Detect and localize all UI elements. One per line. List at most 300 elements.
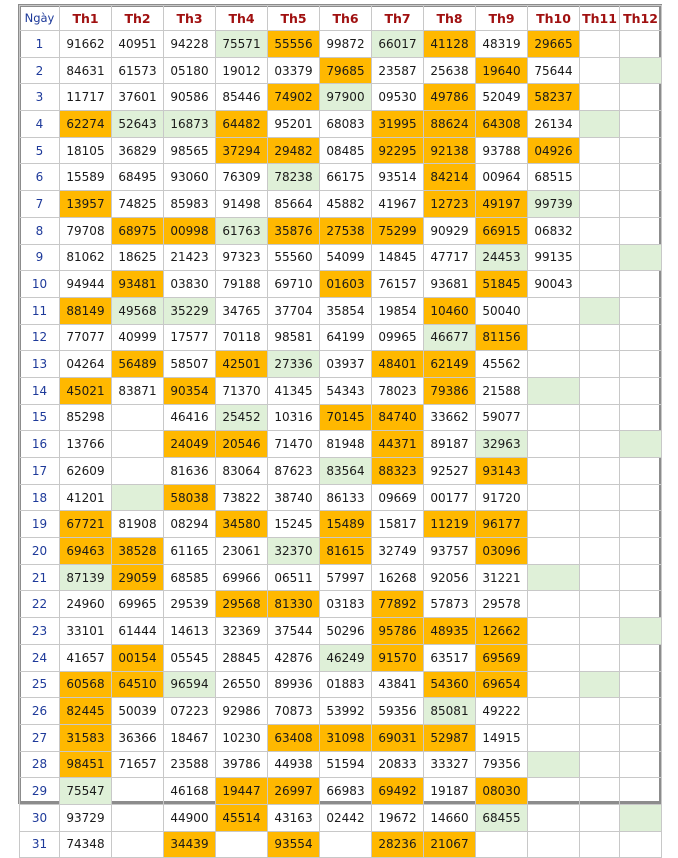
month-column-header: Th8 [424, 6, 476, 31]
result-cell: 49568 [112, 297, 164, 324]
result-cell: 29578 [476, 591, 528, 618]
result-cell [580, 698, 620, 725]
month-column-header: Th1 [60, 6, 112, 31]
result-cell [580, 591, 620, 618]
result-cell: 94944 [60, 271, 112, 298]
result-cell [580, 297, 620, 324]
result-cell: 93681 [424, 271, 476, 298]
result-cell [580, 217, 620, 244]
result-cell: 70873 [268, 698, 320, 725]
result-cell: 51594 [320, 751, 372, 778]
result-cell: 40999 [112, 324, 164, 351]
result-cell: 13957 [60, 191, 112, 218]
result-cell: 28845 [216, 644, 268, 671]
result-cell [620, 297, 662, 324]
result-cell [528, 591, 580, 618]
table-row [20, 271, 662, 298]
result-cell [620, 137, 662, 164]
day-number-cell: 4 [20, 111, 60, 138]
result-cell [528, 484, 580, 511]
result-cell [620, 271, 662, 298]
month-column-header: Th10 [528, 6, 580, 31]
result-cell [528, 778, 580, 805]
result-cell [528, 724, 580, 751]
result-cell: 40951 [112, 31, 164, 58]
result-cell: 52049 [476, 84, 528, 111]
result-cell: 58237 [528, 84, 580, 111]
result-cell: 57997 [320, 564, 372, 591]
result-cell: 09669 [372, 484, 424, 511]
result-cell: 43163 [268, 804, 320, 831]
result-cell [528, 404, 580, 431]
result-cell [580, 671, 620, 698]
result-cell: 14660 [424, 804, 476, 831]
result-cell: 16268 [372, 564, 424, 591]
result-cell: 81636 [164, 458, 216, 485]
result-cell: 93060 [164, 164, 216, 191]
result-cell: 81948 [320, 431, 372, 458]
result-cell: 12723 [424, 191, 476, 218]
table-row [20, 84, 662, 111]
result-cell: 44371 [372, 431, 424, 458]
result-cell [620, 831, 662, 858]
day-number-cell: 31 [20, 831, 60, 858]
result-cell: 89187 [424, 431, 476, 458]
month-column-header: Th6 [320, 6, 372, 31]
result-cell: 97323 [216, 244, 268, 271]
result-cell: 63408 [268, 724, 320, 751]
result-cell: 92986 [216, 698, 268, 725]
table-row [20, 137, 662, 164]
day-number-cell: 10 [20, 271, 60, 298]
result-cell: 29568 [216, 591, 268, 618]
table-row [20, 324, 662, 351]
result-cell: 23588 [164, 751, 216, 778]
result-cell: 68515 [528, 164, 580, 191]
result-cell [580, 404, 620, 431]
result-cell: 75644 [528, 57, 580, 84]
result-cell: 90586 [164, 84, 216, 111]
result-cell: 33327 [424, 751, 476, 778]
result-cell: 01883 [320, 671, 372, 698]
result-cell: 54343 [320, 377, 372, 404]
table-row [20, 564, 662, 591]
result-cell: 43841 [372, 671, 424, 698]
result-cell: 41967 [372, 191, 424, 218]
result-cell [580, 618, 620, 645]
day-number-cell: 12 [20, 324, 60, 351]
result-cell [620, 591, 662, 618]
table-row [20, 191, 662, 218]
result-cell: 95201 [268, 111, 320, 138]
result-cell: 00998 [164, 217, 216, 244]
result-cell: 49222 [476, 698, 528, 725]
result-cell: 68495 [112, 164, 164, 191]
result-cell [580, 644, 620, 671]
result-cell [476, 831, 528, 858]
day-number-cell: 6 [20, 164, 60, 191]
result-cell: 71470 [268, 431, 320, 458]
table-row [20, 538, 662, 565]
result-cell: 41128 [424, 31, 476, 58]
result-cell: 69031 [372, 724, 424, 751]
result-cell: 16873 [164, 111, 216, 138]
table-body [20, 31, 662, 858]
result-cell: 90354 [164, 377, 216, 404]
result-cell [528, 297, 580, 324]
day-number-cell: 5 [20, 137, 60, 164]
result-cell [620, 458, 662, 485]
result-cell [528, 804, 580, 831]
result-cell: 19672 [372, 804, 424, 831]
result-cell: 79356 [476, 751, 528, 778]
day-number-cell: 2 [20, 57, 60, 84]
result-cell: 68455 [476, 804, 528, 831]
result-cell: 98581 [268, 324, 320, 351]
result-cell: 70145 [320, 404, 372, 431]
result-cell: 19012 [216, 57, 268, 84]
result-cell: 97900 [320, 84, 372, 111]
result-cell: 02442 [320, 804, 372, 831]
result-cell: 19447 [216, 778, 268, 805]
result-cell: 88149 [60, 297, 112, 324]
result-cell: 79685 [320, 57, 372, 84]
result-cell: 83564 [320, 458, 372, 485]
day-number-cell: 15 [20, 404, 60, 431]
result-cell: 10460 [424, 297, 476, 324]
result-cell: 04926 [528, 137, 580, 164]
result-cell [620, 57, 662, 84]
result-cell: 75547 [60, 778, 112, 805]
result-cell: 35876 [268, 217, 320, 244]
day-number-cell: 1 [20, 31, 60, 58]
result-cell: 81908 [112, 511, 164, 538]
result-cell: 03183 [320, 591, 372, 618]
table-row [20, 511, 662, 538]
result-cell: 33101 [60, 618, 112, 645]
result-cell [112, 431, 164, 458]
result-cell [580, 431, 620, 458]
result-cell: 48935 [424, 618, 476, 645]
result-cell: 93481 [112, 271, 164, 298]
result-cell: 81062 [60, 244, 112, 271]
result-cell [580, 724, 620, 751]
result-cell: 45882 [320, 191, 372, 218]
result-cell: 20546 [216, 431, 268, 458]
result-cell: 27336 [268, 351, 320, 378]
result-cell [580, 57, 620, 84]
result-cell [620, 751, 662, 778]
result-cell: 79708 [60, 217, 112, 244]
result-cell: 84631 [60, 57, 112, 84]
result-cell: 38528 [112, 538, 164, 565]
result-cell [580, 244, 620, 271]
result-cell: 91720 [476, 484, 528, 511]
result-cell: 67721 [60, 511, 112, 538]
result-cell: 85983 [164, 191, 216, 218]
result-cell: 68083 [320, 111, 372, 138]
table-row [20, 724, 662, 751]
result-cell [620, 191, 662, 218]
day-number-cell: 18 [20, 484, 60, 511]
day-number-cell: 23 [20, 618, 60, 645]
day-number-cell: 7 [20, 191, 60, 218]
result-cell [112, 831, 164, 858]
result-cell: 84214 [424, 164, 476, 191]
result-cell [580, 484, 620, 511]
table-row [20, 484, 662, 511]
result-cell: 51845 [476, 271, 528, 298]
result-cell: 49197 [476, 191, 528, 218]
result-cell: 04264 [60, 351, 112, 378]
result-cell: 53992 [320, 698, 372, 725]
result-cell: 85081 [424, 698, 476, 725]
result-cell: 05180 [164, 57, 216, 84]
day-number-cell: 22 [20, 591, 60, 618]
result-cell: 36829 [112, 137, 164, 164]
result-cell: 45514 [216, 804, 268, 831]
table-row [20, 111, 662, 138]
table-row [20, 217, 662, 244]
result-cell: 70118 [216, 324, 268, 351]
result-cell: 05545 [164, 644, 216, 671]
day-column-header: Ngày [20, 6, 60, 31]
result-cell: 95786 [372, 618, 424, 645]
table-row [20, 404, 662, 431]
result-cell: 69710 [268, 271, 320, 298]
result-cell [580, 458, 620, 485]
table-row [20, 351, 662, 378]
table-row [20, 591, 662, 618]
result-cell: 03379 [268, 57, 320, 84]
result-cell [528, 751, 580, 778]
result-cell [620, 724, 662, 751]
result-cell: 66017 [372, 31, 424, 58]
day-number-cell: 11 [20, 297, 60, 324]
result-cell: 18467 [164, 724, 216, 751]
result-cell [528, 538, 580, 565]
result-cell: 92527 [424, 458, 476, 485]
result-cell [528, 644, 580, 671]
result-cell [528, 564, 580, 591]
result-cell: 17577 [164, 324, 216, 351]
result-cell [620, 804, 662, 831]
result-cell [620, 404, 662, 431]
month-column-header: Th5 [268, 6, 320, 31]
day-number-cell: 26 [20, 698, 60, 725]
result-cell: 24453 [476, 244, 528, 271]
table-row [20, 431, 662, 458]
result-cell: 46677 [424, 324, 476, 351]
result-cell: 21423 [164, 244, 216, 271]
result-cell: 15589 [60, 164, 112, 191]
day-number-cell: 21 [20, 564, 60, 591]
result-cell: 26134 [528, 111, 580, 138]
result-cell: 59356 [372, 698, 424, 725]
result-cell: 39786 [216, 751, 268, 778]
result-cell [580, 751, 620, 778]
result-cell: 98451 [60, 751, 112, 778]
result-cell: 50039 [112, 698, 164, 725]
result-cell: 90929 [424, 217, 476, 244]
result-cell [580, 271, 620, 298]
result-cell: 08485 [320, 137, 372, 164]
result-cell: 33662 [424, 404, 476, 431]
result-cell: 61763 [216, 217, 268, 244]
result-cell: 69965 [112, 591, 164, 618]
result-cell: 27538 [320, 217, 372, 244]
result-cell: 50040 [476, 297, 528, 324]
day-number-cell: 24 [20, 644, 60, 671]
day-number-cell: 16 [20, 431, 60, 458]
day-number-cell: 14 [20, 377, 60, 404]
result-cell: 19854 [372, 297, 424, 324]
table-row [20, 778, 662, 805]
result-cell: 74902 [268, 84, 320, 111]
day-number-cell: 25 [20, 671, 60, 698]
result-cell [620, 84, 662, 111]
result-cell: 54099 [320, 244, 372, 271]
result-cell: 57873 [424, 591, 476, 618]
result-cell: 25452 [216, 404, 268, 431]
result-cell: 85446 [216, 84, 268, 111]
table-row [20, 377, 662, 404]
result-cell: 15489 [320, 511, 372, 538]
result-cell: 48401 [372, 351, 424, 378]
table-row [20, 671, 662, 698]
result-cell: 76309 [216, 164, 268, 191]
result-cell: 78023 [372, 377, 424, 404]
result-cell: 19187 [424, 778, 476, 805]
result-cell: 69966 [216, 564, 268, 591]
result-cell: 12662 [476, 618, 528, 645]
result-cell: 41201 [60, 484, 112, 511]
day-number-cell: 9 [20, 244, 60, 271]
table-row [20, 57, 662, 84]
result-cell: 82445 [60, 698, 112, 725]
result-cell: 56489 [112, 351, 164, 378]
result-cell: 91662 [60, 31, 112, 58]
result-cell: 75571 [216, 31, 268, 58]
result-cell [112, 484, 164, 511]
lottery-results-table [19, 5, 662, 858]
result-cell [620, 431, 662, 458]
result-cell: 32749 [372, 538, 424, 565]
result-cell: 03830 [164, 271, 216, 298]
result-cell: 10230 [216, 724, 268, 751]
result-cell [528, 671, 580, 698]
result-cell: 03937 [320, 351, 372, 378]
result-cell: 87139 [60, 564, 112, 591]
result-cell: 13766 [60, 431, 112, 458]
table-row [20, 831, 662, 858]
table-row [20, 751, 662, 778]
result-cell: 29665 [528, 31, 580, 58]
result-cell: 31221 [476, 564, 528, 591]
result-cell: 68975 [112, 217, 164, 244]
result-cell: 14613 [164, 618, 216, 645]
result-cell: 58507 [164, 351, 216, 378]
result-cell [580, 324, 620, 351]
header-row [20, 6, 662, 31]
result-cell: 25638 [424, 57, 476, 84]
result-cell [528, 377, 580, 404]
result-cell: 26550 [216, 671, 268, 698]
result-cell [528, 458, 580, 485]
result-cell: 18625 [112, 244, 164, 271]
result-cell: 18105 [60, 137, 112, 164]
day-number-cell: 19 [20, 511, 60, 538]
result-cell: 84740 [372, 404, 424, 431]
result-cell [580, 137, 620, 164]
result-cell [620, 511, 662, 538]
result-cell: 20833 [372, 751, 424, 778]
day-number-cell: 20 [20, 538, 60, 565]
day-number-cell: 8 [20, 217, 60, 244]
result-cell: 11717 [60, 84, 112, 111]
result-cell: 90043 [528, 271, 580, 298]
result-cell: 64199 [320, 324, 372, 351]
result-cell [620, 217, 662, 244]
result-cell: 50296 [320, 618, 372, 645]
result-cell [112, 778, 164, 805]
result-cell: 71657 [112, 751, 164, 778]
result-cell: 94228 [164, 31, 216, 58]
result-cell: 26997 [268, 778, 320, 805]
result-cell: 99135 [528, 244, 580, 271]
result-cell: 46416 [164, 404, 216, 431]
result-cell [620, 484, 662, 511]
result-cell: 52987 [424, 724, 476, 751]
result-cell: 00154 [112, 644, 164, 671]
result-cell [580, 778, 620, 805]
result-cell: 00964 [476, 164, 528, 191]
result-cell [528, 618, 580, 645]
result-cell [580, 511, 620, 538]
result-cell: 83871 [112, 377, 164, 404]
result-cell: 66175 [320, 164, 372, 191]
result-cell: 64510 [112, 671, 164, 698]
result-cell [580, 164, 620, 191]
result-cell: 93729 [60, 804, 112, 831]
result-cell: 42501 [216, 351, 268, 378]
result-cell: 91570 [372, 644, 424, 671]
result-cell [528, 351, 580, 378]
table-row [20, 618, 662, 645]
result-cell: 24960 [60, 591, 112, 618]
result-cell [620, 564, 662, 591]
result-cell: 32370 [268, 538, 320, 565]
result-cell: 75299 [372, 217, 424, 244]
result-cell [580, 84, 620, 111]
result-cell: 89936 [268, 671, 320, 698]
result-cell: 81615 [320, 538, 372, 565]
result-cell: 74348 [60, 831, 112, 858]
result-cell: 88624 [424, 111, 476, 138]
result-cell: 76157 [372, 271, 424, 298]
result-cell: 37704 [268, 297, 320, 324]
result-cell [580, 804, 620, 831]
result-cell: 62274 [60, 111, 112, 138]
table-row [20, 31, 662, 58]
result-cell: 93554 [268, 831, 320, 858]
result-cell [580, 111, 620, 138]
result-cell: 92295 [372, 137, 424, 164]
result-cell: 98565 [164, 137, 216, 164]
day-number-cell: 30 [20, 804, 60, 831]
result-cell: 32369 [216, 618, 268, 645]
result-cell [112, 404, 164, 431]
